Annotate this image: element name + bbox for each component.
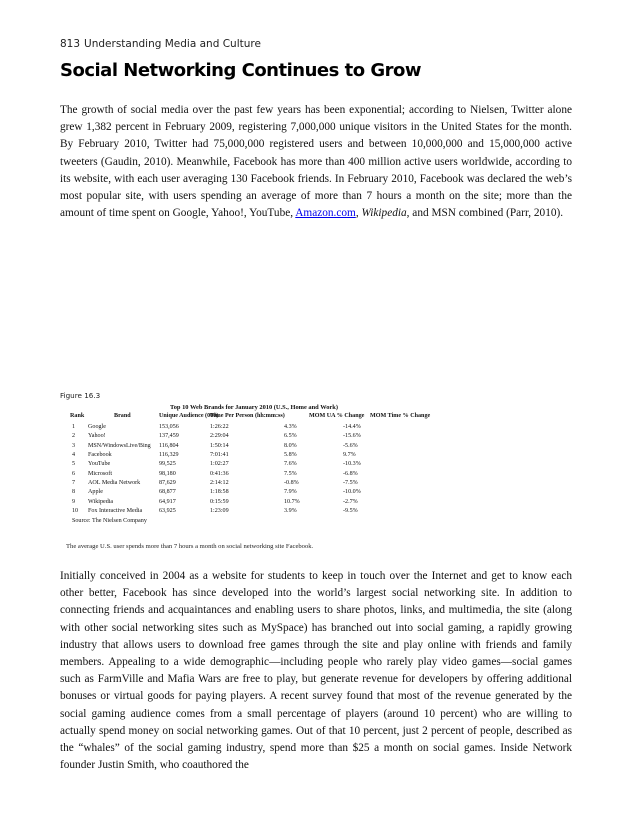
table-cell-time-change: 9.7% <box>343 452 356 459</box>
table-cell-rank: 8 <box>72 489 76 496</box>
table-source: Source: The Nielsen Company <box>72 518 147 524</box>
table-cell-time: 2:29:04 <box>210 433 229 440</box>
paragraph-2: Initially conceived in 2004 as a website for students to keep in touch over the Internet and get to know each other better, Facebook has since developed into the world’s largest social networking site. In addition to connecting friends and acquaintances and enabling users to share photos, links, and multimedia, the site (along with other social networking sites such as MySpace) has branched out into social gaming, a rapidly growing industry that allows users to download free games through the site and play online with friends and family members. Appealing to a wide demographic—including people who rarely play video games—social games such as FarmVille and Mafia Wars are free to play, but generate revenue for developers by offering additional bonuses or virtual goods for paying players. A recent survey found that most of the revenue generated by the social gaming audience comes from a small percentage of players (around 10 percent) who are willing to actually spend money on social networking games. Out of that 10 percent, just 2 percent of people, described as the “whales” of the social gaming industry, spend more than $25 a month on social games. Inside Network founder Justin Smith, who coauthored the <box>60 570 572 772</box>
table-cell-rank: 1 <box>72 424 76 430</box>
table-cell-ua-change: 7.5% <box>284 470 297 477</box>
table-cell-brand: Fox Interactive Media <box>88 508 143 515</box>
book-title: Understanding Media and Culture <box>84 38 261 50</box>
page-number: 813 <box>60 38 81 50</box>
table-cell-time: 1:18:58 <box>210 489 229 496</box>
table-cell-audience: 68,877 <box>159 489 176 496</box>
table-cell-audience: 98,180 <box>159 470 176 477</box>
table-cell-time-change: -6.8% <box>343 470 358 477</box>
table-cell-ua-change: 7.9% <box>284 489 297 496</box>
table-cell-time: 0:41:36 <box>210 470 229 477</box>
table-cell-brand: AOL Media Network <box>88 480 141 487</box>
header-time-per-person: Time Per Person (hh:mm:ss) <box>210 413 285 419</box>
table-cell-audience: 99,525 <box>159 461 176 468</box>
table-cell-time-change: -15.6% <box>343 433 361 440</box>
table-cell-time-change: -10.3% <box>343 461 361 468</box>
table-cell-brand: Microsoft <box>88 470 113 477</box>
table-title: Top 10 Web Brands for January 2010 (U.S., Home and Work) <box>170 404 338 411</box>
table-cell-brand: Facebook <box>88 452 112 459</box>
table-cell-time: 2:14:12 <box>210 480 229 487</box>
table-cell-rank: 3 <box>72 442 76 449</box>
table-cell-rank: 7 <box>72 480 76 487</box>
table-cell-time-change: -14.4% <box>343 424 361 430</box>
table-cell-time-change: -10.0% <box>343 489 361 496</box>
table-cell-audience: 64,917 <box>159 498 176 505</box>
table-cell-rank: 6 <box>72 470 76 477</box>
table-cell-brand: Yahoo! <box>88 433 106 440</box>
table-cell-audience: 116,804 <box>159 442 179 449</box>
table-cell-brand: Apple <box>88 489 103 496</box>
table-cell-brand: MSN/WindowsLive/Bing <box>88 442 151 449</box>
table-cell-rank: 10 <box>72 508 79 515</box>
header-mom-ua-change: MOM UA % Change <box>309 413 365 419</box>
table-row <box>0 508 630 518</box>
running-head <box>60 38 261 50</box>
amazon-link[interactable]: Amazon.com <box>295 207 356 220</box>
table-cell-ua-change: 4.3% <box>284 424 297 430</box>
wikipedia-italic: Wikipedia <box>361 207 407 220</box>
table-cell-time-change: -7.5% <box>343 480 358 487</box>
paragraph-1-text: The growth of social media over the past few years has been exponential; according to Nielsen, Twitter alone grew 1,382 percent in February 2009, registering 7,000,000 unique visitors in the United States for the month. By February 2010, Twitter had 75,000,000 registered users and between 10,000,000 and 15,000,000 active tweeters (Gaudin, 2010). Meanwhile, Facebook has more than 400 million active users worldwide, according to its website, with each user averaging 130 Facebook friends. In February 2010, Facebook was declared the web’s most popular site, with users spending an average of more than 7 hours a month on the site; more than the amount of time spent on Google, Yahoo!, YouTube, <box>60 104 572 220</box>
header-mom-time-change: MOM Time % Change <box>370 413 431 419</box>
paragraph-1-sep: , <box>355 207 362 220</box>
table-cell-time: 1:26:22 <box>210 424 229 430</box>
section-title: Social Networking Continues to Grow <box>60 60 421 81</box>
table-cell-audience: 63,925 <box>159 508 176 515</box>
table-cell-audience: 153,056 <box>159 424 179 430</box>
paragraph-1 <box>60 102 572 222</box>
table-cell-ua-change: 5.8% <box>284 452 297 459</box>
table-cell-time: 7:01:41 <box>210 452 229 459</box>
table-cell-ua-change: 10.7% <box>284 498 300 505</box>
table-cell-time: 0:15:59 <box>210 498 229 505</box>
table-cell-ua-change: -0.8% <box>284 480 299 487</box>
table-cell-audience: 137,459 <box>159 433 179 440</box>
header-unique-audience: Unique Audience (000) <box>159 413 219 419</box>
table-cell-rank: 9 <box>72 498 76 505</box>
table-cell-ua-change: 3.9% <box>284 508 297 515</box>
header-rank: Rank <box>70 413 85 419</box>
table-cell-time: 1:02:27 <box>210 461 229 468</box>
table-cell-time-change: -9.5% <box>343 508 358 515</box>
figure-caption: The average U.S. user spends more than 7 hours a month on social networking site Facebook. <box>66 543 314 550</box>
table-cell-audience: 87,629 <box>159 480 176 487</box>
table-cell-rank: 4 <box>72 452 76 459</box>
paragraph-1-end: , and MSN combined (Parr, 2010). <box>406 207 564 220</box>
header-brand: Brand <box>114 413 131 419</box>
table-cell-ua-change: 7.6% <box>284 461 297 468</box>
table-cell-time: 1:23:09 <box>210 508 229 515</box>
table-cell-time-change: -2.7% <box>343 498 358 505</box>
table-cell-brand: YouTube <box>88 461 111 468</box>
table-cell-ua-change: 6.5% <box>284 433 297 440</box>
table-cell-rank: 5 <box>72 461 76 468</box>
table-cell-audience: 116,329 <box>159 452 179 459</box>
table-cell-time-change: -5.6% <box>343 442 358 449</box>
table-cell-brand: Google <box>88 424 106 430</box>
table-cell-rank: 2 <box>72 433 76 440</box>
table-cell-ua-change: 8.0% <box>284 442 297 449</box>
figure-label: Figure 16.3 <box>60 391 101 400</box>
table-cell-brand: Wikipedia <box>88 498 114 505</box>
table-cell-time: 1:50:14 <box>210 442 229 449</box>
